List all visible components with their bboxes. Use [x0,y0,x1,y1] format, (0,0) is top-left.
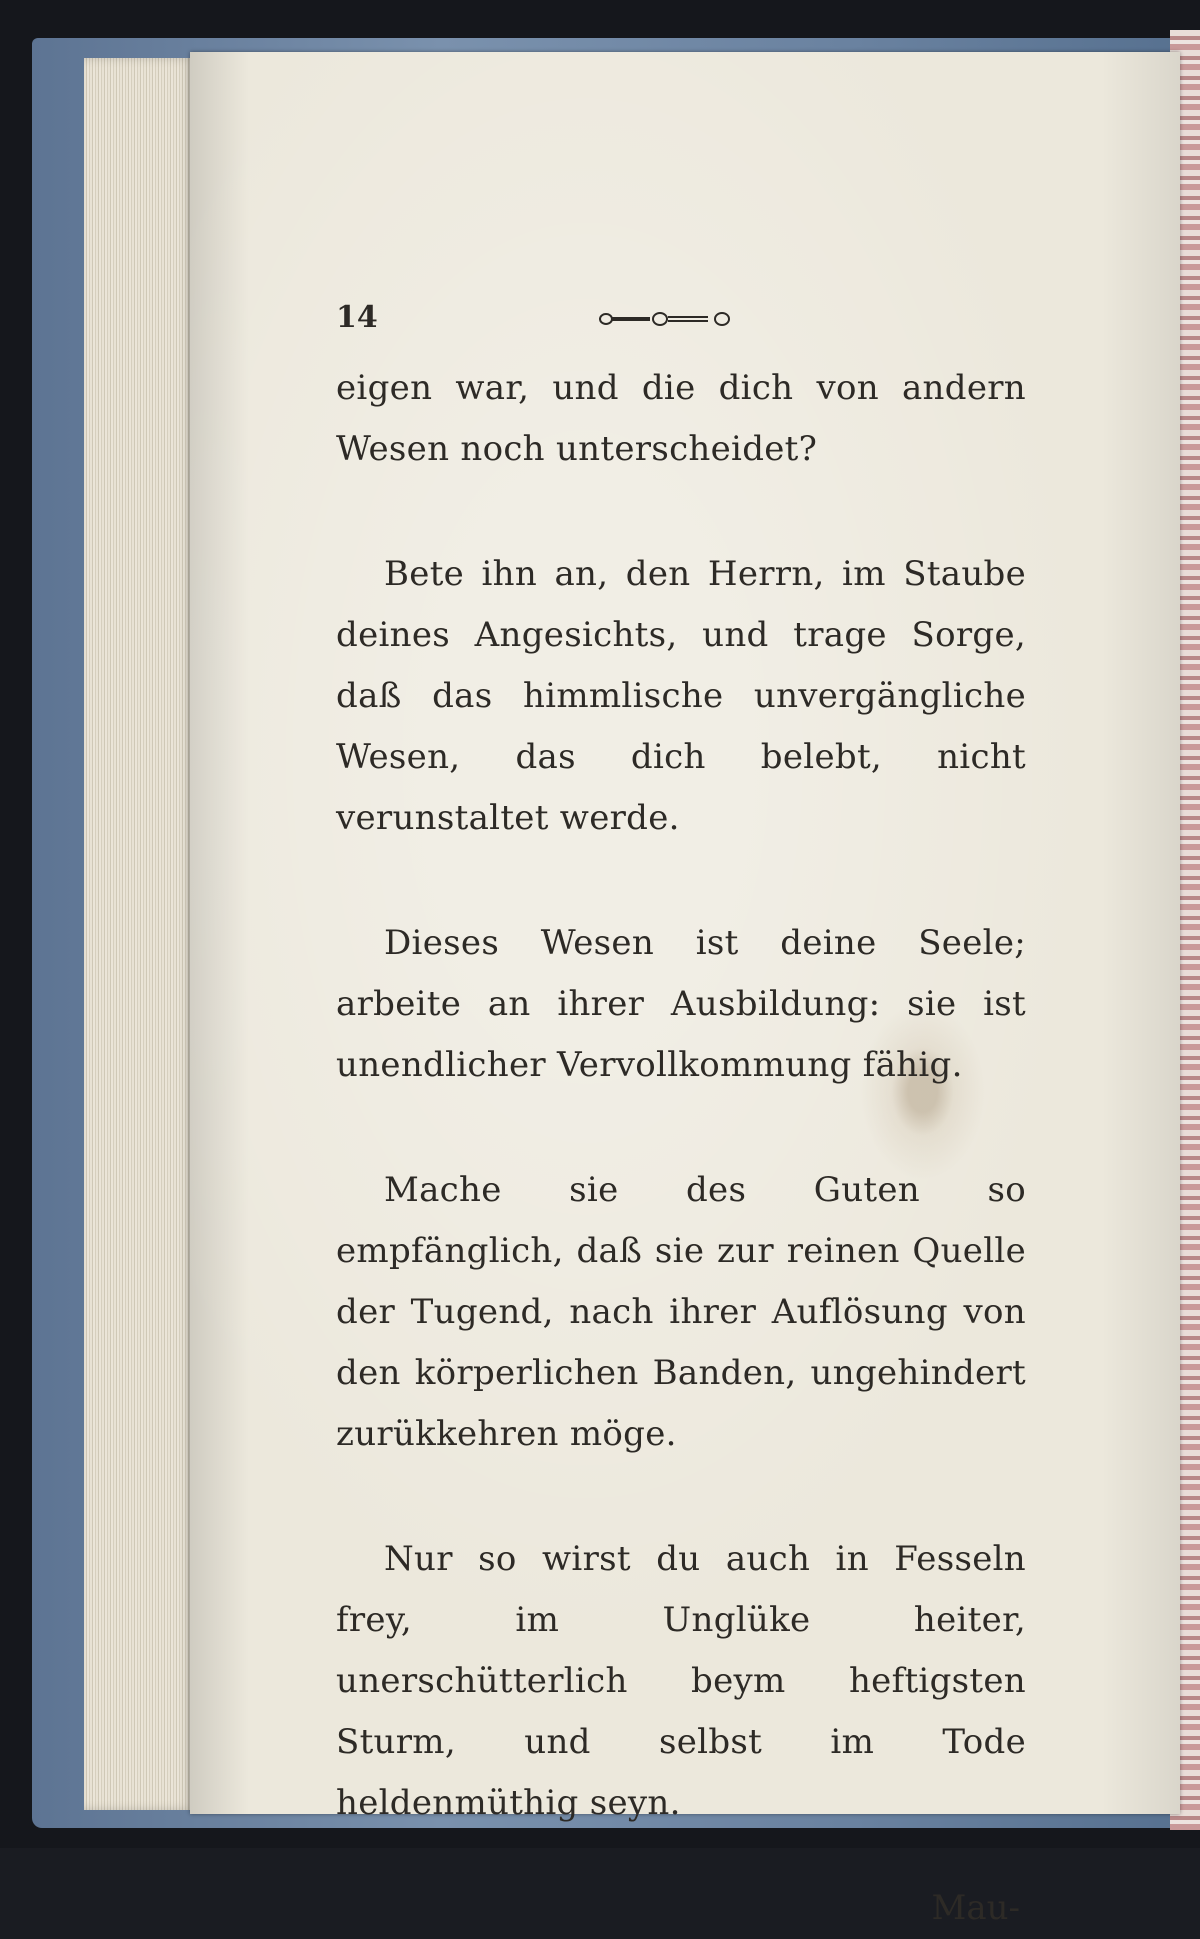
paragraph-1: eigen war, und die dich von andern Wesen noch unterscheidet? [336,368,1026,469]
catchword: Mau- [931,1888,1020,1928]
page-text-block [336,300,1026,1939]
running-head [336,300,1026,340]
page-number: 14 [336,300,378,335]
paragraph-3: Dieses Wesen ist deine Seele; arbeite an ihrer Ausbildung: sie ist unendlicher Vervollkommung fähig. [336,923,1026,1085]
paragraph-2: Bete ihn an, den Herrn, im Staube deines Angesichts, und trage Sorge, daß das himmlische unvergängliche Wesen, das dich belebt, nicht verunstaltet werde. [336,554,1026,838]
page-edges [84,58,194,1810]
paragraph-4: Mache sie des Guten so empfänglich, daß sie zur reinen Quelle der Tugend, nach ihrer Auflösung von den körperlichen Banden, ungehindert zurükkehren möge. [336,1170,1026,1454]
paragraph-5: Nur so wirst du auch in Fesseln frey, im Unglüke heiter, unerschütterlich beym heftigsten Sturm, und selbst im Tode heldenmüthig seyn. [336,1539,1026,1823]
ornament-rule-icon [598,310,738,328]
